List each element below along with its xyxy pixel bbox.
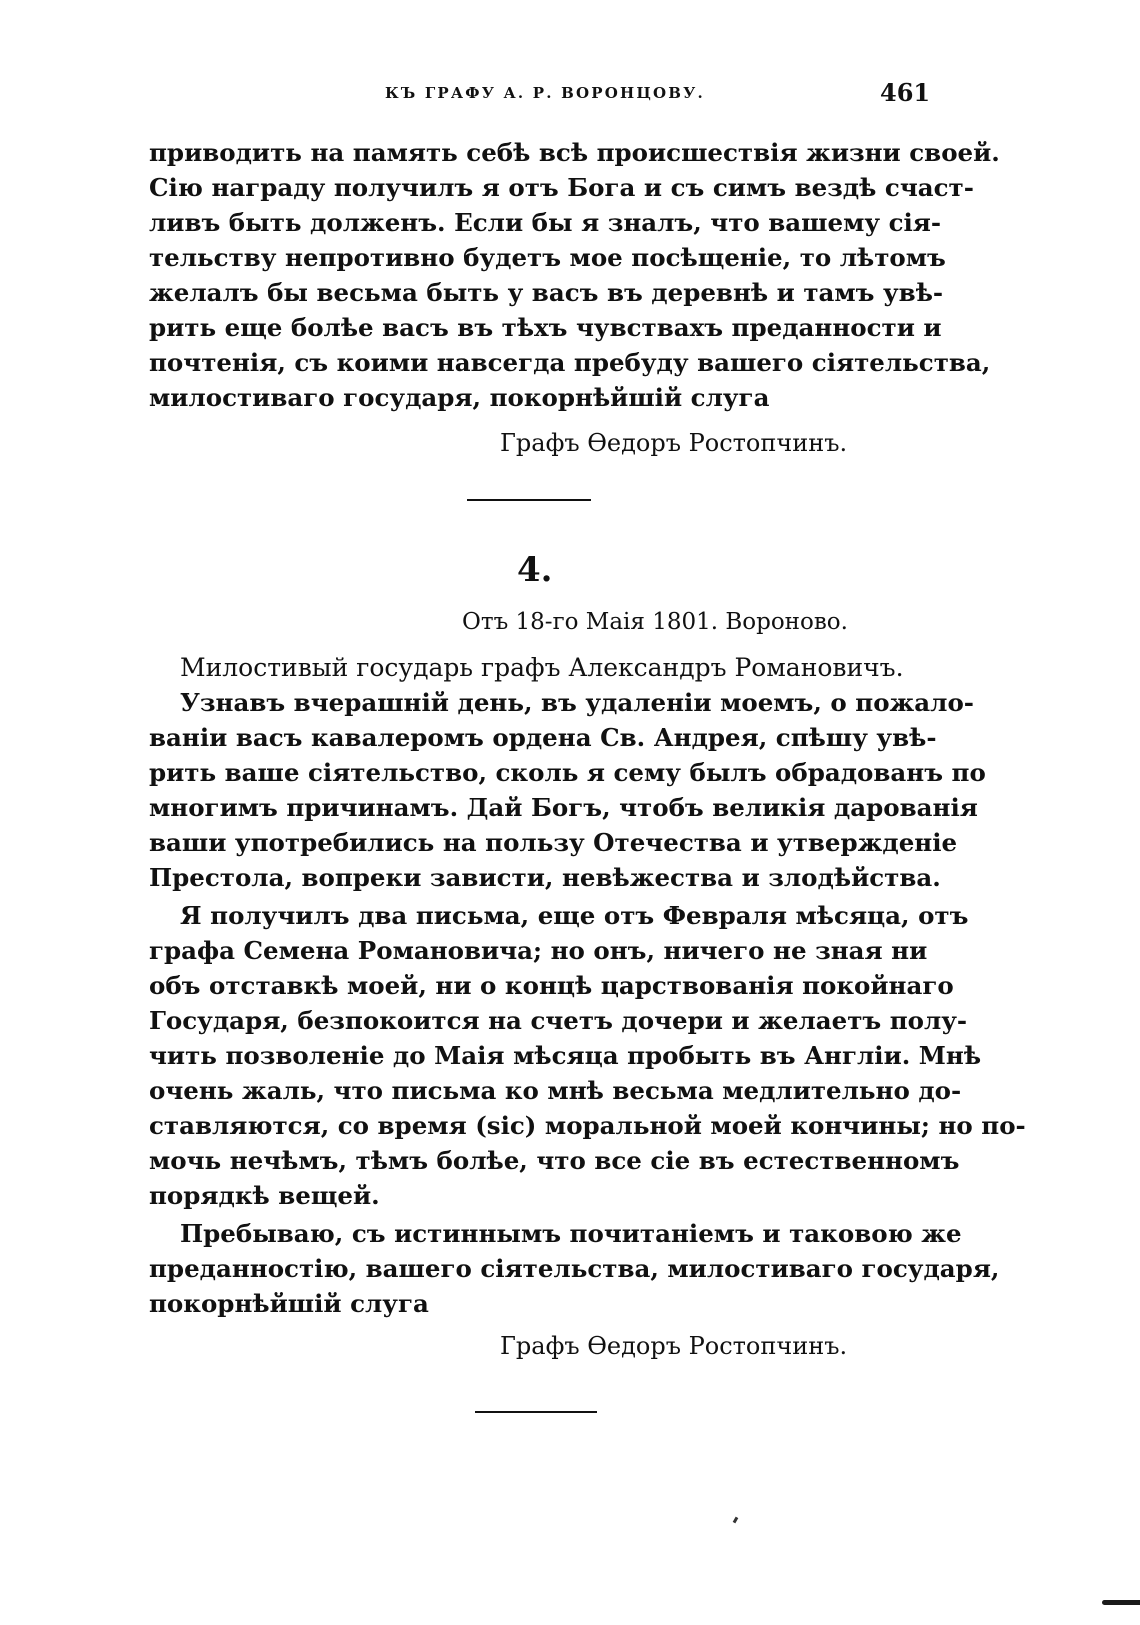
- text-line: ваши употребились на пользу Отечества и утвержденіе: [149, 828, 958, 857]
- text-line: Престола, вопреки зависти, невѣжества и злодѣйства.: [149, 863, 941, 892]
- text-line: рить еще болѣе васъ въ тѣхъ чувствахъ преданности и: [149, 313, 942, 342]
- section-divider: [475, 1411, 597, 1413]
- text-line: Государя, безпокоится на счетъ дочери и желаетъ полу-: [149, 1006, 968, 1035]
- letter-number: 4.: [517, 550, 553, 590]
- text-line: очень жаль, что письма ко мнѣ весьма медлительно до-: [149, 1076, 962, 1105]
- signature: Графъ Ѳедоръ Ростопчинъ.: [500, 1332, 848, 1360]
- text-line: мочь нечѣмъ, тѣмъ болѣе, что все сіе въ естественномъ: [149, 1146, 960, 1175]
- text-line: покорнѣйшій слуга: [149, 1289, 429, 1318]
- text-line: объ отставкѣ моей, ни о концѣ царствованія покойнаго: [149, 971, 954, 1000]
- text-line: порядкѣ вещей.: [149, 1181, 380, 1210]
- text-line: графа Семена Романовича; но онъ, ничего не зная ни: [149, 936, 928, 965]
- text-line: тельству непротивно будетъ мое посѣщеніе, то лѣтомъ: [149, 243, 946, 272]
- section-divider: [467, 499, 591, 501]
- running-head: КЪ ГРАФУ А. Р. ВОРОНЦОВУ.: [385, 84, 705, 102]
- text-line: Сію награду получилъ я отъ Бога и съ симъ вездѣ счаст-: [149, 173, 974, 202]
- text-line: ваніи васъ кавалеромъ ордена Св. Андрея, спѣшу увѣ-: [149, 723, 937, 752]
- text-line: многимъ причинамъ. Дай Богъ, чтобъ великія дарованія: [149, 793, 978, 822]
- text-line: Пребываю, съ истиннымъ почитаніемъ и таковою же: [180, 1219, 962, 1248]
- text-line: желалъ бы весьма быть у васъ въ деревнѣ и тамъ увѣ-: [149, 278, 944, 307]
- salutation: Милостивый государь графъ Александръ Романовичъ.: [180, 653, 904, 682]
- text-line: ставляются, со время (sic) моральной моей кончины; но по-: [149, 1111, 1026, 1140]
- text-line: Узнавъ вчерашній день, въ удаленіи моемъ, о пожало-: [180, 688, 974, 717]
- text-line: преданностію, вашего сіятельства, милостиваго государя,: [149, 1254, 1000, 1283]
- signature: Графъ Ѳедоръ Ростопчинъ.: [500, 429, 848, 457]
- text-line: рить ваше сіятельство, сколь я сему былъ обрадованъ по: [149, 758, 986, 787]
- text-line: чить позволеніе до Маія мѣсяца пробыть въ Англіи. Мнѣ: [149, 1041, 982, 1070]
- text-line: ливъ быть долженъ. Если бы я зналъ, что вашему сія-: [149, 208, 942, 237]
- scan-speck: [733, 1517, 739, 1524]
- text-line: Я получилъ два письма, еще отъ Февраля мѣсяца, отъ: [180, 901, 969, 930]
- text-line: почтенія, съ коими навсегда пребуду вашего сіятельства,: [149, 348, 991, 377]
- text-line: приводить на память себѣ всѣ происшествія жизни своей.: [149, 138, 1000, 167]
- scan-edge-mark: [1102, 1600, 1140, 1605]
- text-line: милостиваго государя, покорнѣйшій слуга: [149, 383, 770, 412]
- dateline: Отъ 18-го Маія 1801. Вороново.: [462, 609, 848, 635]
- page-number: 461: [880, 78, 931, 107]
